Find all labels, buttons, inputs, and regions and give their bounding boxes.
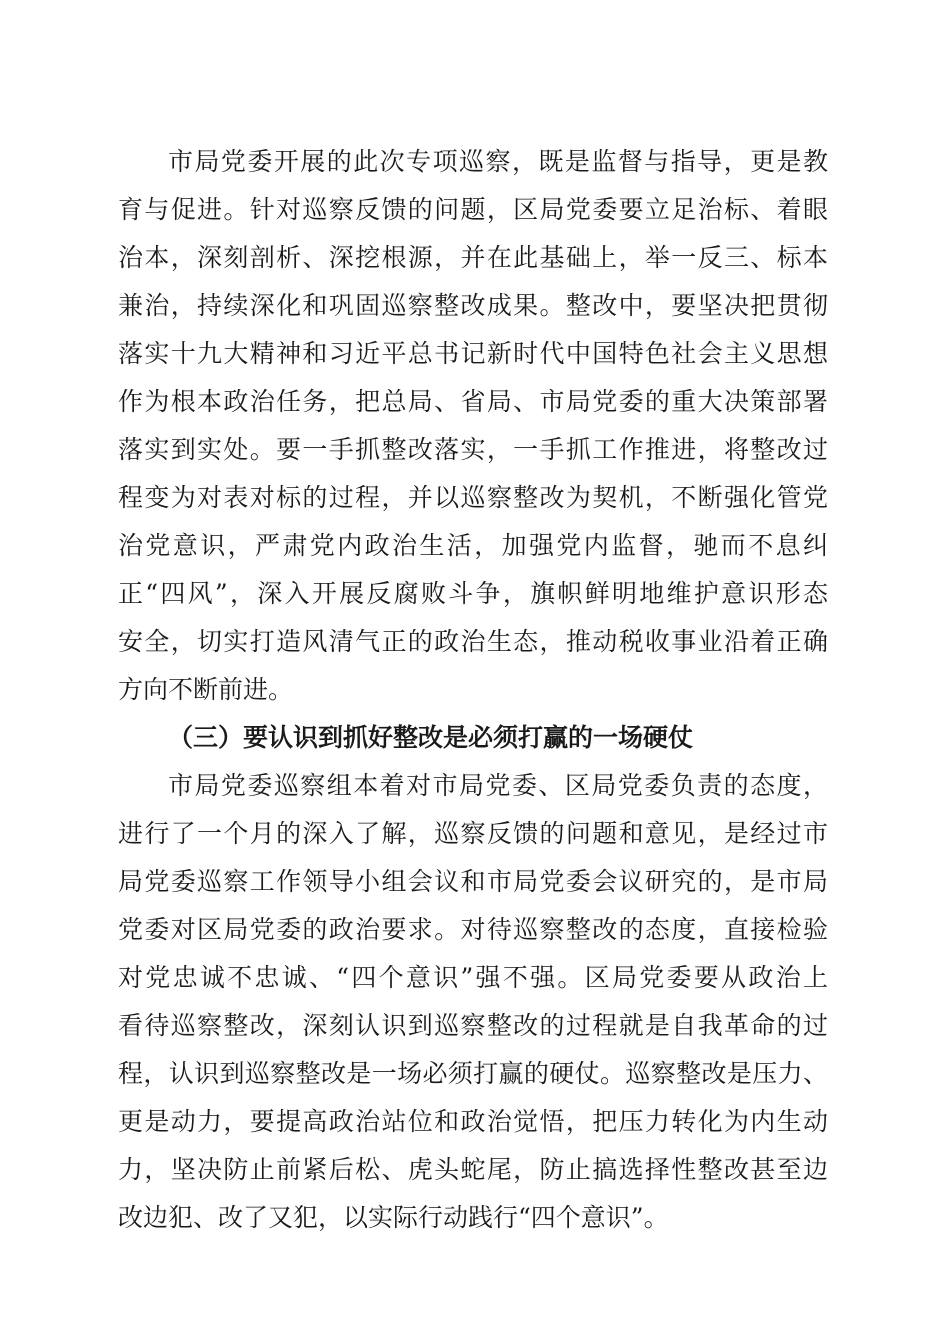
paragraph-line: 看待巡察整改，深刻认识到巡察整改的过程就是自我革命的过 [118,1011,828,1040]
paragraph-line: 正“四风”，深入开展反腐败斗争，旗帜鲜明地维护意识形态 [118,579,828,608]
paragraph-line: 更是动力，要提高政治站位和政治觉悟，把压力转化为内生动 [118,1107,828,1136]
paragraph-line: 程变为对表对标的过程，并以巡察整改为契机，不断强化管党 [118,483,828,512]
paragraph-line: 落实到实处。要一手抓整改落实，一手抓工作推进，将整改过 [118,435,828,464]
paragraph-line: 市局党委巡察组本着对市局党委、区局党委负责的态度， [168,771,828,800]
paragraph-line: 治党意识，严肃党内政治生活，加强党内监督，驰而不息纠 [118,531,828,560]
paragraph-line: 作为根本政治任务，把总局、省局、市局党委的重大决策部署 [118,387,828,416]
paragraph-line: 市局党委开展的此次专项巡察，既是监督与指导，更是教 [168,147,828,176]
paragraph-line: 治本，深刻剖析、深挖根源，并在此基础上，举一反三、标本 [118,243,828,272]
paragraph-line: 安全，切实打造风清气正的政治生态，推动税收事业沿着正确 [118,627,828,656]
paragraph-line: 对党忠诚不忠诚、“四个意识”强不强。区局党委要从政治上 [118,963,828,992]
paragraph-line: 局党委巡察工作领导小组会议和市局党委会议研究的，是市局 [118,867,828,896]
paragraph-line: 兼治，持续深化和巩固巡察整改成果。整改中，要坚决把贯彻 [118,291,828,320]
paragraph-line: 改边犯、改了又犯，以实际行动践行“四个意识”。 [118,1203,669,1232]
paragraph-line: 进行了一个月的深入了解，巡察反馈的问题和意见，是经过市 [118,819,828,848]
paragraph-line: 育与促进。针对巡察反馈的问题，区局党委要立足治标、着眼 [118,195,828,224]
paragraph-line: 落实十九大精神和习近平总书记新时代中国特色社会主义思想 [118,339,828,368]
paragraph-line: 力，坚决防止前紧后松、虎头蛇尾，防止搞选择性整改甚至边 [118,1155,828,1184]
paragraph-line: 党委对区局党委的政治要求。对待巡察整改的态度，直接检验 [118,915,828,944]
section-heading-3: （三）要认识到抓好整改是必须打赢的一场硬仗 [168,723,694,752]
paragraph-line: 方向不断前进。 [118,675,294,704]
paragraph-line: 程，认识到巡察整改是一场必须打赢的硬仗。巡察整改是压力、 [118,1059,828,1088]
